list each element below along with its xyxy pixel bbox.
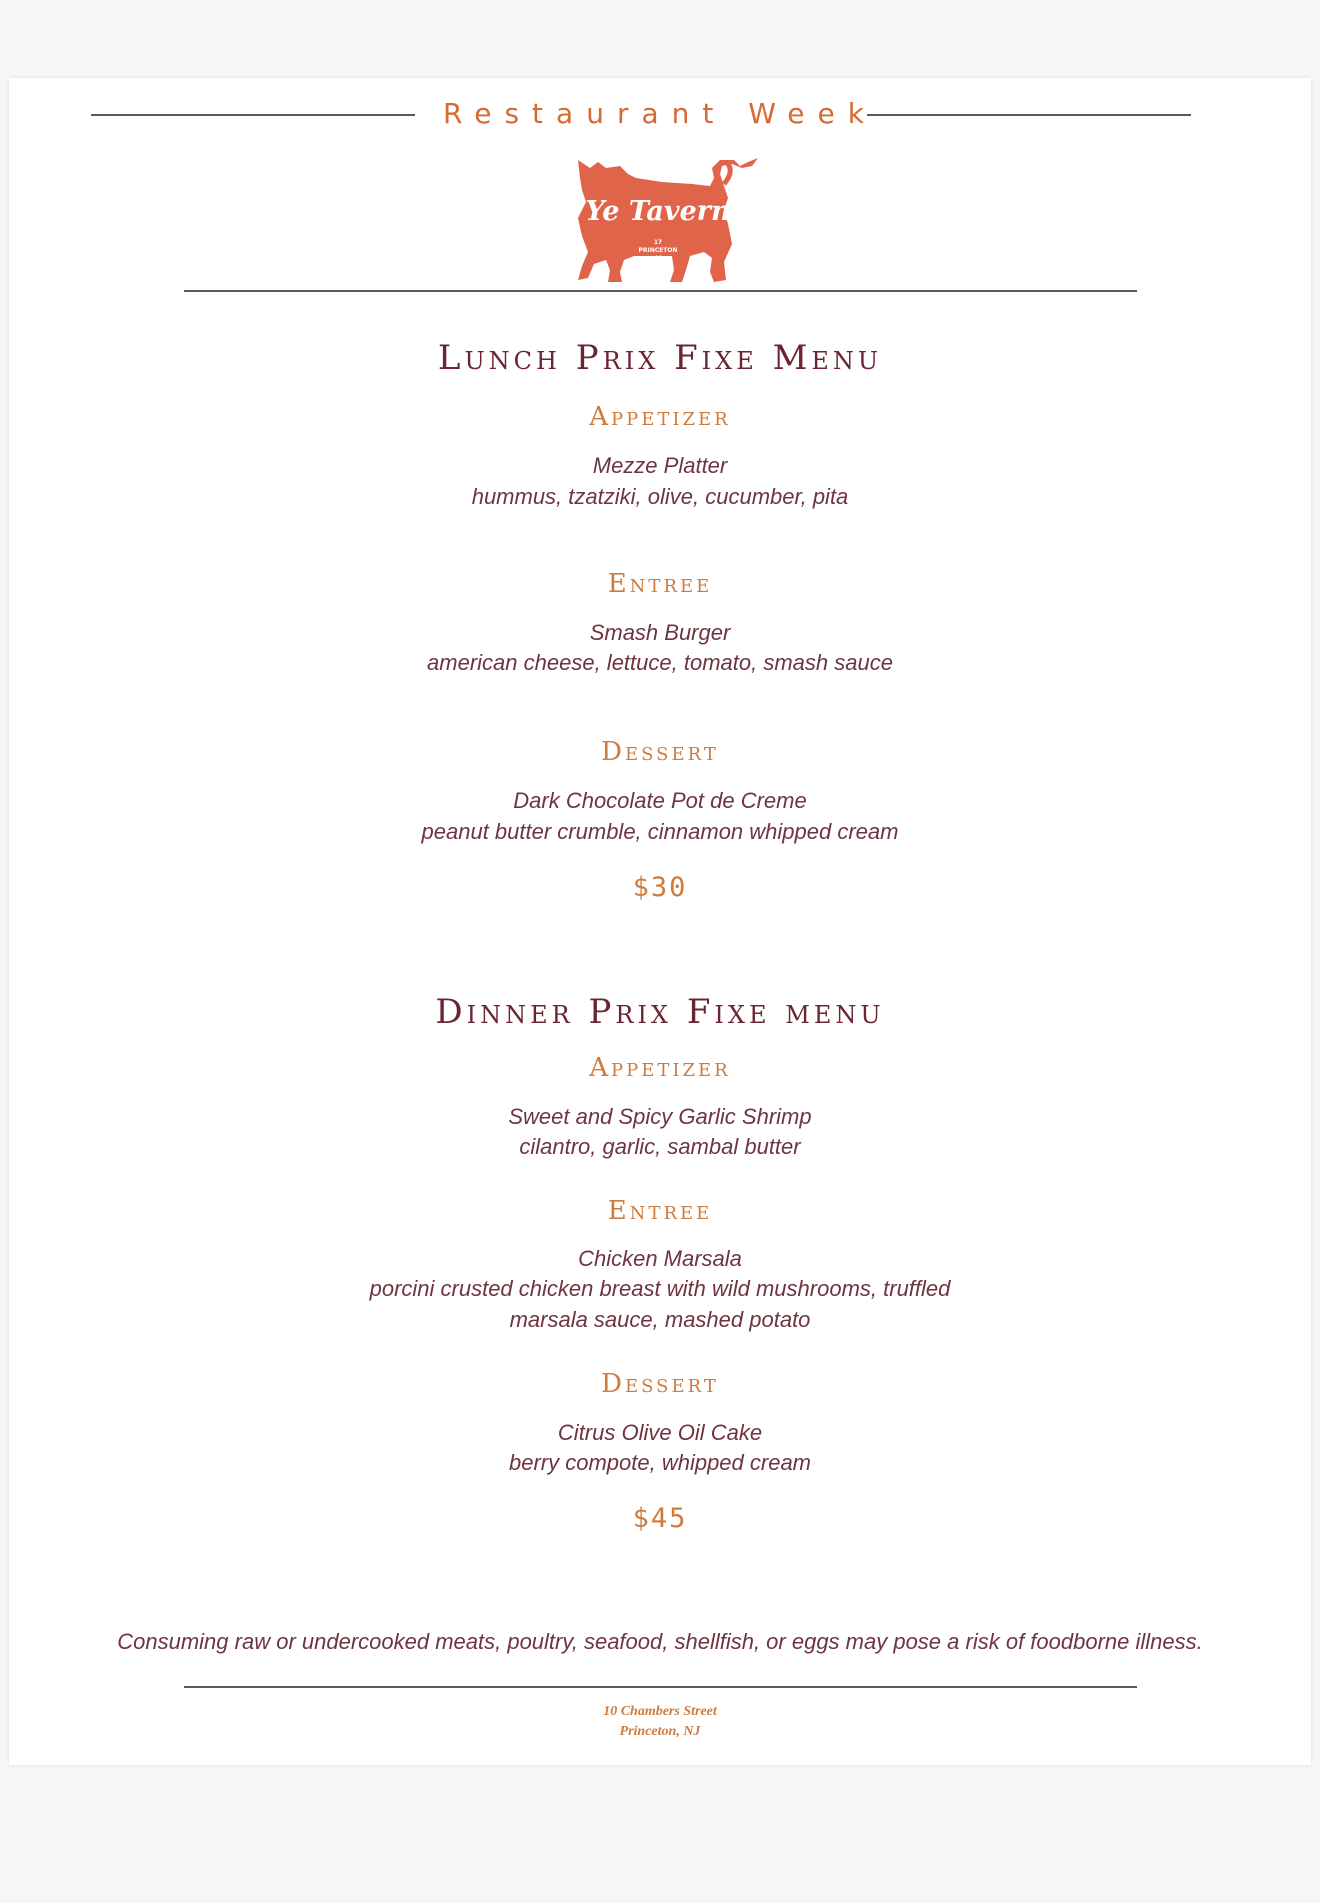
dinner-appetizer-dish: Sweet and Spicy Garlic Shrimp: [508, 1104, 812, 1129]
lunch-appetizer-heading: Appetizer: [589, 402, 731, 432]
lunch-dessert-desc: peanut butter crumble, cinnamon whipped cream: [421, 819, 899, 844]
dinner-dessert-heading: Dessert: [601, 1369, 719, 1399]
dinner-entree-heading: Entree: [607, 1196, 713, 1226]
foodborne-illness-notice: Consuming raw or undercooked meats, poultry, seafood, shellfish, or eggs may pose a risk of foodborne illness.: [117, 1629, 1203, 1654]
dinner-appetizer-heading: Appetizer: [589, 1053, 731, 1083]
event-title: Restaurant Week: [443, 97, 877, 130]
lunch-entree-heading: Entree: [607, 569, 713, 599]
lunch-appetizer-dish: Mezze Platter: [592, 453, 728, 478]
address-line-1: 10 Chambers Street: [603, 1704, 717, 1719]
lunch-dessert-dish: Dark Chocolate Pot de Creme: [513, 788, 807, 813]
dinner-entree-desc-line2: marsala sauce, mashed potato: [509, 1307, 811, 1332]
svg-text:46: 46: [653, 255, 663, 262]
lunch-entree-dish: Smash Burger: [589, 620, 731, 645]
lunch-price: $30: [632, 872, 688, 903]
dinner-dessert-dish: Citrus Olive Oil Cake: [557, 1420, 763, 1445]
footer-divider: [184, 1686, 1137, 1688]
dinner-price: $45: [632, 1503, 688, 1534]
lunch-dessert-heading: Dessert: [601, 737, 719, 767]
logo-text: Ye Tavern: [585, 196, 731, 227]
address-line-2: Princeton, NJ: [619, 1724, 701, 1739]
dinner-entree-desc-line1: porcini crusted chicken breast with wild mushrooms, truffled: [369, 1276, 951, 1301]
dinner-appetizer-desc: cilantro, garlic, sambal butter: [519, 1134, 801, 1159]
svg-text:PRINCETON: PRINCETON: [638, 247, 678, 254]
ye-tavern-logo: [564, 152, 764, 284]
dinner-menu-title: Dinner Prix Fixe menu: [435, 992, 885, 1032]
lunch-menu-title: Lunch Prix Fixe Menu: [437, 338, 883, 378]
lunch-appetizer-desc: hummus, tzatziki, olive, cucumber, pita: [471, 484, 849, 509]
lunch-entree-desc: american cheese, lettuce, tomato, smash sauce: [427, 650, 893, 675]
dinner-entree-dish: Chicken Marsala: [578, 1246, 742, 1271]
menu-page: [9, 78, 1311, 1765]
svg-text:17: 17: [653, 239, 663, 246]
dinner-dessert-desc: berry compote, whipped cream: [508, 1450, 812, 1475]
header-divider: [184, 290, 1137, 292]
